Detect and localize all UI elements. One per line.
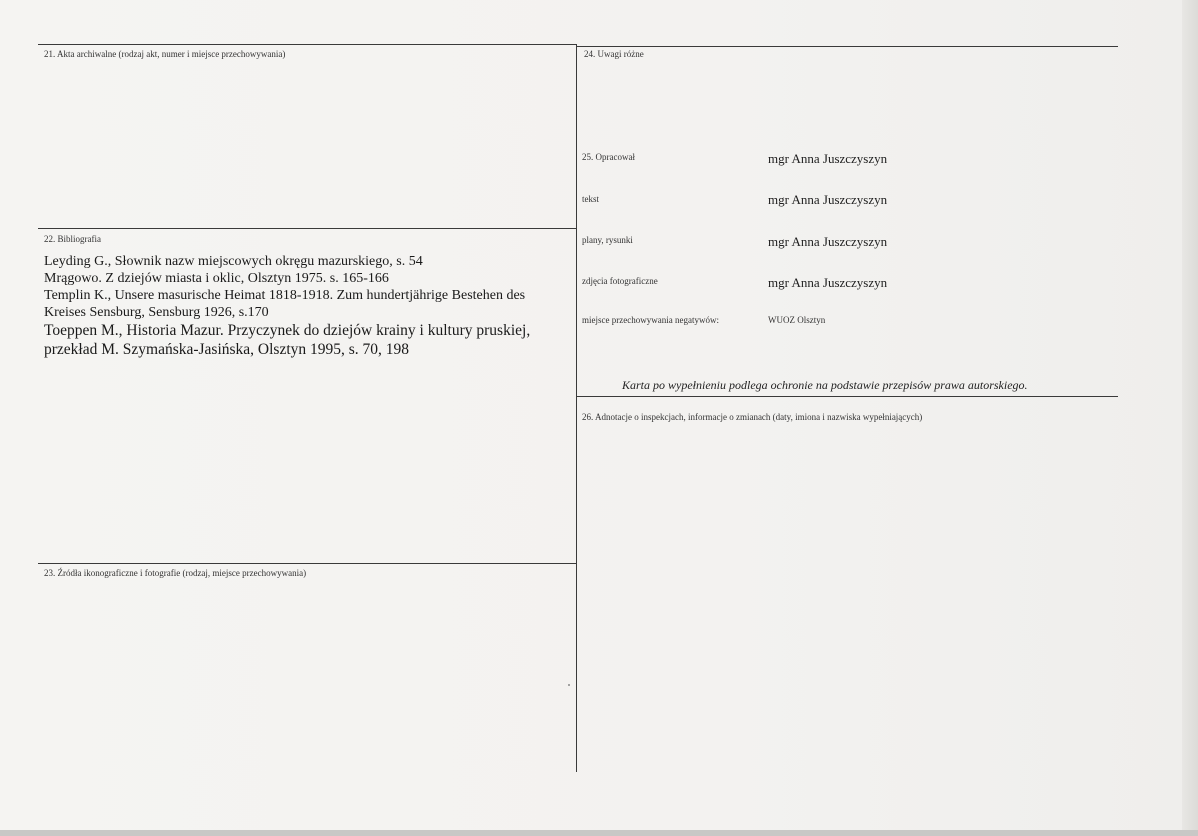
rule-section-23 [38,563,576,564]
scan-speck [568,684,570,686]
author-value: mgr Anna Juszczyszyn [768,151,888,166]
bibliography-entry: Kreises Sensburg, Sensburg 1926, s.170 [44,305,269,320]
negatives-location-value: WUOZ Olsztyn [768,315,826,325]
rule-section-22 [38,228,576,229]
rule-section-26 [576,396,1118,397]
bibliography-entry: Mrągowo. Z dziejów miasta i oklic, Olsztyn 1975. s. 165-166 [44,271,389,286]
plans-value: mgr Anna Juszczyszyn [768,234,888,249]
author-label: 25. Opracował [582,152,635,162]
text-value: mgr Anna Juszczyszyn [768,192,888,207]
copyright-notice: Karta po wypełnieniu podlega ochronie na podstawie przepisów prawa autorskiego. [622,378,1028,392]
section-22-label: 22. Bibliografia [44,234,101,244]
page-edge-shadow [1182,0,1198,836]
bibliography-entry: przekład M. Szymańska-Jasińska, Olsztyn 1995, s. 70, 198 [44,341,410,358]
text-label: tekst [582,194,599,204]
section-21-label: 21. Akta archiwalne (rodzaj akt, numer i miejsce przechowywania) [44,49,286,59]
section-26-label: 26. Adnotacje o inspekcjach, informacje o zmianach (daty, imiona i nazwiska wypełniających) [582,412,923,422]
negatives-location-label: miejsce przechowywania negatywów: [582,315,719,325]
vertical-divider [576,44,577,772]
top-rule-right [576,46,1118,47]
bibliography-entry: Templin K., Unsere masurische Heimat 1818-1918. Zum hundertjährige Bestehen des [44,288,526,303]
photos-value: mgr Anna Juszczyszyn [768,275,888,290]
bibliography-entry: Toeppen M., Historia Mazur. Przyczynek do dziejów krainy i kultury pruskiej, [44,322,531,339]
section-24-label: 24. Uwagi różne [584,49,644,59]
bibliography-entry: Leyding G., Słownik nazw miejscowych okręgu mazurskiego, s. 54 [44,254,423,269]
photos-label: zdjęcia fotograficzne [582,276,658,286]
section-23-label: 23. Źródła ikonograficzne i fotografie (rodzaj, miejsce przechowywania) [44,568,307,578]
bibliography-list [44,253,574,359]
plans-label: plany, rysunki [582,235,633,245]
top-rule-left [38,44,576,45]
page-bottom-edge [0,830,1198,836]
